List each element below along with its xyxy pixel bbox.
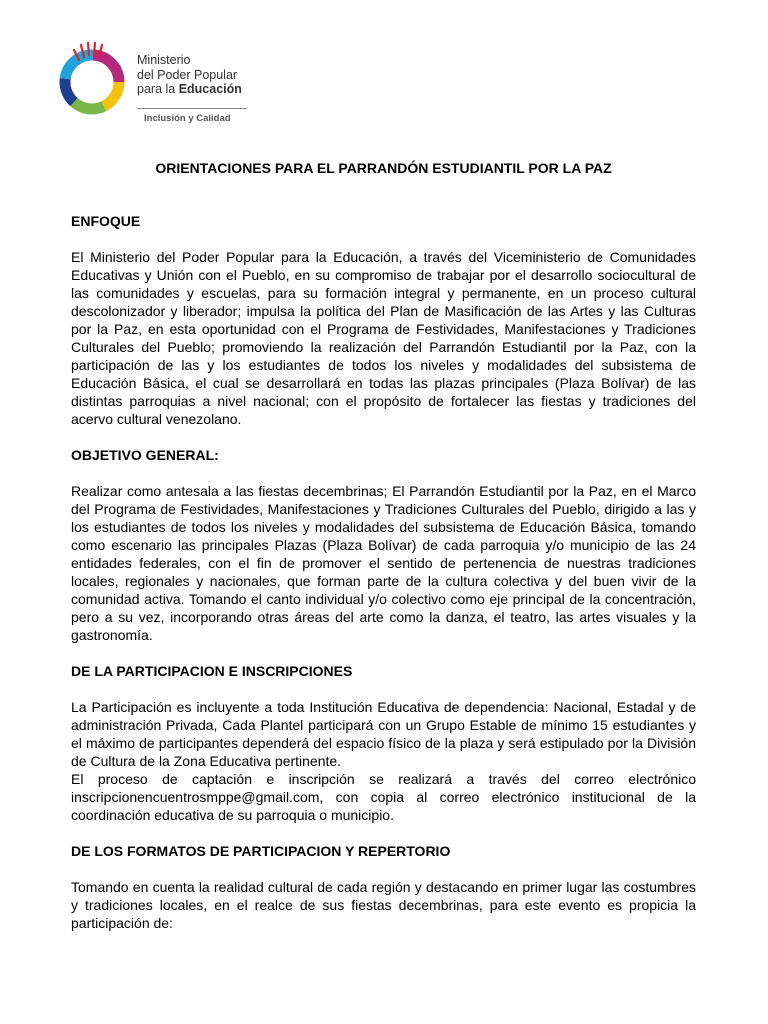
- logo-tagline: Inclusión y Calidad: [144, 113, 231, 124]
- ministry-name-line-2: del Poder Popular: [137, 67, 238, 82]
- ministry-logo-icon: [52, 38, 132, 118]
- section-paragraph: El proceso de captación e inscripción se realizará a través del correo electrónico inscripcionencuentrosmppe@gmail.com, con copia al correo electrónico institucional de la coordinación educativa de su parroquia o municipio.: [71, 771, 696, 823]
- section-heading-objetivo-general: OBJETIVO GENERAL:: [71, 447, 219, 463]
- section-paragraph: Realizar como antesala a las fiestas decembrinas; El Parrandón Estudiantil por la Paz, en el Marco del Programa de Festividades, Manifestaciones y Tradiciones Culturales del Pueblo, dirigido a las y los estudiantes de todos los niveles y modalidades del subsistema de Educación Básica, tomando como escenario las principales Plazas (Plaza Bolívar) de cada parroquia y/o municipio de las 24 entidades federales, con el fin de promover el sentido de pertenencia de nuestras tradiciones locales, regionales y nacionales, que forman parte de la cultura colectiva y del buen vivir de la comunidad activa. Tomando el canto individual y/o colectivo como eje principal de la concentración, pero a su vez, incorporando otras áreas del arte como la danza, el teatro, las artes visuales y la gastronomía.: [71, 483, 696, 643]
- section-paragraph: El Ministerio del Poder Popular para la Educación, a través del Viceministerio de Comunidades Educativas y Unión con el Pueblo, en su compromiso de trabajar por el desarrollo sociocultural de las comunidades y escuelas, para su formación integral y permanente, en un proceso cultural descolonizador y liberador; impulsa la política del Plan de Masificación de las Artes y las Culturas por la Paz, en esta oportunidad con el Programa de Festividades, Manifestaciones y Tradiciones Culturales del Pueblo; promoviendo la realización del Parrandón Estudiantil por la Paz, con la participación de las y los estudiantes de todos los niveles y modalidades del subsistema de Educación Básica, el cual se desarrollará en todas las plazas principales (Plaza Bolívar) de las distintas parroquias a nivel nacional; con el propósito de fortalecer las fiestas y tradiciones del acervo cultural venezolano.: [71, 249, 696, 427]
- ministry-name-bold: Educación: [178, 82, 242, 96]
- section-heading-participacion: DE LA PARTICIPACION E INSCRIPCIONES: [71, 663, 353, 679]
- section-heading-enfoque: ENFOQUE: [71, 213, 141, 229]
- ministry-name-line-1: Ministerio: [137, 53, 191, 67]
- ministry-name: [137, 53, 242, 97]
- document-title: ORIENTACIONES PARA EL PARRANDÓN ESTUDIANTIL POR LA PAZ: [155, 160, 612, 176]
- logo-divider: [137, 108, 247, 109]
- section-heading-formatos: DE LOS FORMATOS DE PARTICIPACION Y REPERTORIO: [71, 843, 451, 859]
- ministry-name-line-3: [137, 82, 242, 97]
- ministry-name-prefix: para la: [137, 82, 179, 96]
- ministry-logo-header: [52, 38, 252, 130]
- section-paragraph: Tomando en cuenta la realidad cultural de cada región y destacando en primer lugar las costumbres y tradiciones locales, en el realce de sus fiestas decembrinas, para este evento es propicia la participación de:: [71, 879, 696, 931]
- document-body: [71, 160, 696, 951]
- section-paragraph: La Participación es incluyente a toda Institución Educativa de dependencia: Nacional, Estadal y de administración Privada, Cada Plantel participará con un Grupo Estable de mínimo 15 estudiantes y el máximo de participantes dependerá del espacio físico de la plaza y será estipulado por la División de Cultura de la Zona Educativa pertinente.: [71, 699, 696, 769]
